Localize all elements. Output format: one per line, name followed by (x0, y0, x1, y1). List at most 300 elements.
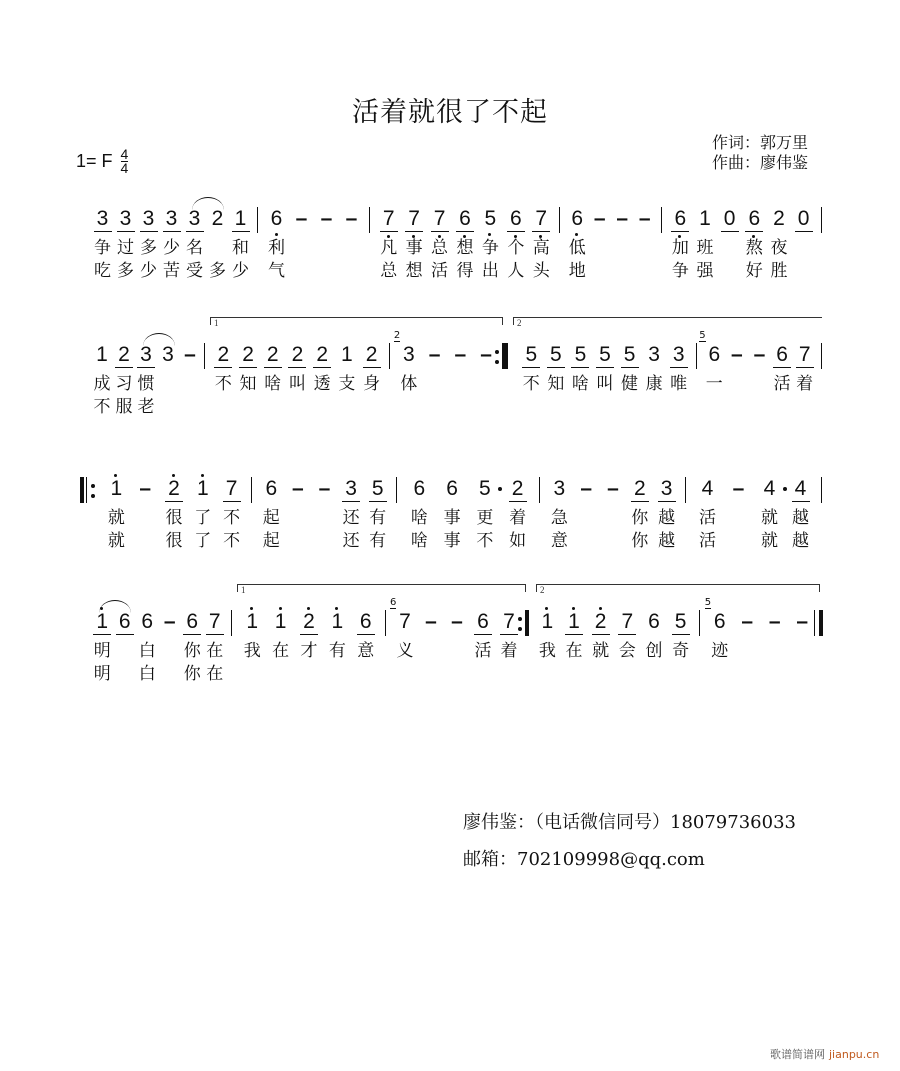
lyric-verse-1: 着 (796, 374, 814, 394)
note (212, 341, 234, 419)
note (548, 475, 570, 553)
lyric-verse-1: 着 (509, 508, 527, 528)
lyric-verse-2 (703, 396, 725, 419)
lyric-verse-2 (771, 396, 793, 419)
note-number: 5 (569, 341, 591, 369)
note-number: 1 (536, 608, 558, 636)
note-number: 6 (114, 608, 136, 636)
measure-notes (85, 341, 205, 431)
note-number: 6 (413, 477, 426, 500)
lyric-verse-2: 就 (107, 531, 125, 551)
note-number: 2 (237, 341, 259, 369)
dash (575, 475, 597, 553)
lyric-verse-2 (394, 663, 416, 686)
dash (291, 205, 313, 283)
note-number: 3 (648, 343, 660, 366)
measure-notes (390, 330, 505, 431)
note-number: 1 (563, 608, 585, 636)
note-number: 1 (241, 608, 263, 636)
lyric-verse-2: 多 (209, 261, 226, 281)
lyric-verse-1: 起 (262, 508, 280, 528)
lyric-verse-2 (326, 663, 348, 686)
lyric-verse-1: 争 (94, 238, 111, 258)
lyric-verse-2: 强 (696, 261, 714, 281)
lyric-verse-1: 很 (165, 508, 183, 528)
lyric-verse-2 (114, 663, 136, 686)
lyric-verse-1: 总 (431, 238, 449, 258)
measure-notes (697, 330, 822, 431)
lyric-verse-1 (728, 507, 750, 530)
measure-notes (560, 205, 662, 295)
lyric-verse-1: 透 (313, 374, 331, 394)
lyric-verse-1 (764, 640, 786, 663)
lyric-verse-2: 活 (699, 531, 716, 551)
note (105, 475, 127, 553)
note (237, 341, 259, 419)
lyric-verse-2 (262, 396, 284, 419)
sustain-dash: – (318, 477, 331, 500)
note-number: 1 (699, 207, 711, 230)
note (241, 608, 263, 686)
lyric-verse-2: 有 (369, 531, 387, 551)
lyric-verse-1: 义 (396, 641, 414, 661)
dash (602, 475, 624, 553)
note (498, 608, 520, 686)
measure (370, 205, 560, 295)
lyric-verse-2 (589, 260, 611, 283)
lyric-verse-1 (726, 373, 748, 396)
sustain-dash: – (454, 343, 467, 366)
note (298, 608, 320, 686)
note-number: 5 (545, 341, 567, 369)
note (694, 205, 716, 283)
note (326, 608, 348, 686)
note (619, 341, 641, 419)
note (590, 608, 612, 686)
lyric-verse-1: 啥 (571, 374, 589, 394)
lyric-verse-1: 创 (645, 641, 663, 661)
email-info: 邮箱：702109998@qq.com (463, 849, 705, 870)
note-number: 3 (161, 205, 183, 233)
lyric-verse-2 (336, 396, 358, 419)
note (260, 475, 282, 553)
lyric-verse-2 (545, 396, 567, 419)
dash (179, 341, 201, 419)
lyric-verse-2 (270, 663, 292, 686)
note (163, 475, 185, 553)
note-number: 3 (138, 205, 160, 233)
lyric-verse-2 (709, 663, 731, 686)
note-number: 7 (378, 205, 400, 233)
lyric-verse-1: 意 (357, 641, 375, 661)
augmentation-dot (498, 487, 502, 491)
lyric-verse-1: 加 (671, 238, 689, 258)
augmentation-dot (783, 487, 787, 491)
lyric-verse-2: 想 (405, 261, 423, 281)
sustain-dash: – (425, 610, 437, 633)
lyric-verse-2 (569, 396, 591, 419)
note (230, 205, 252, 283)
note-number: 0 (719, 205, 741, 233)
lyric-verse-1: 更 (476, 508, 494, 528)
lyric-verse-1: 活 (773, 374, 791, 394)
note (393, 330, 420, 419)
note (408, 475, 430, 553)
measure (700, 597, 822, 698)
note-number: 6 (266, 205, 288, 233)
lyric-verse-2 (536, 663, 558, 686)
note-number: 7 (498, 608, 520, 636)
grace-note: 6 (390, 597, 397, 608)
lyric-verse-1: 还 (342, 508, 360, 528)
note-number: 6 (713, 610, 726, 633)
lyric-verse-1 (575, 507, 597, 530)
measure (528, 608, 700, 698)
volta-number: 1 (214, 318, 219, 328)
lyric-verse-1: 凡 (380, 238, 398, 258)
note-number: 5 (670, 608, 692, 636)
note (286, 341, 308, 419)
sustain-dash: – (616, 207, 629, 230)
note-number: 6 (265, 477, 278, 500)
lyric-verse-2 (793, 260, 815, 283)
note-number: 6 (505, 205, 527, 233)
lyric-verse-2: 白 (138, 664, 156, 684)
dash (134, 475, 156, 553)
repeat-dots (518, 617, 522, 631)
measure (560, 205, 662, 295)
note (311, 341, 333, 419)
lyric-verse-1: 活 (699, 508, 716, 528)
sustain-dash: – (580, 477, 593, 500)
lyric-verse-1: 明 (93, 641, 111, 661)
lyric-verse-1: 就 (592, 641, 610, 661)
note-number: 7 (204, 608, 226, 636)
lyric-verse-1 (157, 373, 179, 396)
lyric-verse-1 (634, 237, 656, 260)
note-number: 6 (446, 477, 458, 500)
sustain-dash: – (731, 343, 743, 366)
lyric-verse-1 (287, 507, 309, 530)
measure-notes (85, 205, 258, 295)
note (669, 205, 691, 283)
note (474, 475, 496, 553)
note (472, 608, 494, 686)
note-number: 6 (708, 343, 721, 366)
volta-bracket-2 (513, 317, 822, 328)
lyric-verse-1: 夜 (770, 238, 788, 258)
lyric-verse-1: 不 (214, 374, 232, 394)
lyric-verse-2 (237, 396, 259, 419)
note (563, 608, 585, 686)
lyric-verse-2: 得 (456, 261, 474, 281)
note-number: 1 (270, 608, 292, 636)
volta-number: 2 (517, 318, 522, 328)
note (192, 475, 214, 553)
lyric-verse-1: 你 (183, 641, 201, 661)
note (643, 608, 665, 686)
lyric-verse-1: 不 (223, 508, 241, 528)
lyric-verse-2: 你 (631, 531, 649, 551)
lyric-verse-1: 班 (696, 238, 714, 258)
note-number: 5 (479, 477, 491, 500)
measure-notes (397, 475, 540, 565)
note (367, 475, 389, 553)
note (454, 205, 476, 283)
lyric-verse-1 (291, 237, 313, 260)
note-number: 6 (181, 608, 203, 636)
dash (475, 341, 497, 419)
lyric-verse-1: 低 (568, 238, 586, 258)
measure (85, 341, 205, 431)
lyric-verse-1 (134, 507, 156, 530)
note-number: 6 (669, 205, 691, 233)
sustain-dash: – (451, 610, 463, 633)
lyric-verse-1: 想 (456, 238, 474, 258)
lyric-verse-1 (719, 237, 741, 260)
lyric-verse-2 (287, 530, 309, 553)
measure-notes (505, 341, 697, 431)
note-number: 7 (794, 341, 816, 369)
sustain-dash: – (753, 343, 766, 366)
lyric-verse-1: 健 (621, 374, 639, 394)
note-number: 1 (326, 608, 348, 636)
note (699, 330, 725, 419)
lyric-verse-2 (449, 396, 471, 419)
lyric-verse-1: 叫 (288, 374, 306, 394)
note (157, 341, 179, 419)
dash (634, 205, 656, 283)
note (768, 205, 790, 283)
note (545, 341, 567, 419)
lyric-verse-2 (619, 396, 641, 419)
lyric-verse-1 (207, 237, 229, 260)
note-number: 6 (743, 205, 765, 233)
lyric-verse-2: 气 (268, 261, 285, 281)
lyric-verse-1: 叫 (596, 374, 614, 394)
measure (697, 330, 822, 431)
measure (540, 475, 686, 565)
note (262, 341, 284, 419)
note (616, 608, 638, 686)
song-title: 活着就很了不起 (352, 97, 548, 128)
lyric-verse-1 (313, 507, 335, 530)
note (743, 205, 765, 283)
lyric-verse-1: 活 (474, 641, 492, 661)
measure-notes (386, 597, 528, 698)
repeat-dots (91, 484, 95, 498)
lyric-verse-1: 不 (522, 374, 540, 394)
note-number: 7 (616, 608, 638, 636)
note (221, 475, 243, 553)
note (361, 341, 383, 419)
note-number: 2 (773, 207, 785, 230)
lyric-verse-1: 就 (107, 508, 125, 528)
note-number: 6 (355, 608, 377, 636)
grace-note: 5 (704, 597, 712, 608)
lyric-verse-1: 就 (761, 508, 778, 528)
lyric-verse-1: 啥 (264, 374, 282, 394)
measure (390, 330, 505, 431)
lyric-verse-1 (424, 373, 446, 396)
lyric-verse-2: 出 (481, 261, 499, 281)
watermark (770, 1046, 879, 1062)
lyric-verse-2: 老 (137, 397, 155, 417)
sustain-dash: – (292, 477, 304, 500)
note (569, 341, 591, 419)
measure-notes (205, 341, 390, 431)
note-number: 6 (771, 341, 793, 369)
lyric-verse-2: 吃 (94, 261, 111, 281)
volta-bracket-1 (210, 317, 503, 328)
repeat-start-barline (80, 477, 84, 503)
lyric-verse-2 (241, 663, 263, 686)
note-number: 1 (341, 343, 353, 366)
sustain-dash: – (480, 343, 492, 366)
lyric-verse-2: 胜 (770, 261, 788, 281)
sustain-dash: – (741, 610, 754, 633)
lyric-verse-2: 很 (165, 531, 183, 551)
lyric-verse-1 (159, 640, 181, 663)
note (91, 608, 113, 686)
key-signature (76, 148, 128, 175)
measure (85, 205, 258, 295)
note (113, 341, 135, 419)
sustain-dash: – (345, 207, 358, 230)
lyric-verse-2 (475, 396, 497, 419)
contact-info: 廖伟鉴：（电话微信同号）18079736033 (463, 812, 796, 833)
lyric-verse-2 (355, 663, 377, 686)
dash (424, 341, 446, 419)
lyric-verse-1: 身 (363, 374, 381, 394)
lyric-verse-2 (726, 396, 748, 419)
lyric-verse-2 (520, 396, 542, 419)
lyric-verse-2 (634, 260, 656, 283)
note-number: 2 (507, 475, 529, 503)
lyric-verse-1: 迹 (711, 641, 729, 661)
lyric-verse-2 (286, 396, 308, 419)
time-signature (121, 148, 129, 175)
sustain-dash: – (607, 477, 619, 500)
lyric-verse-2 (472, 663, 494, 686)
note (340, 475, 362, 553)
note-number: 7 (399, 610, 411, 633)
lyric-verse-2: 人 (507, 261, 525, 281)
note (92, 205, 114, 283)
lyric-verse-2 (668, 396, 690, 419)
dash (728, 475, 750, 553)
lyric-verse-1: 事 (405, 238, 423, 258)
lyric-verse-2: 还 (342, 531, 360, 551)
lyric-verse-1: 我 (538, 641, 556, 661)
note-number: 7 (221, 475, 243, 503)
lyric-verse-1: 成 (93, 374, 111, 394)
grace-note: 2 (393, 330, 401, 341)
volta-number: 2 (540, 585, 545, 595)
note-number: 7 (429, 205, 451, 233)
note (161, 205, 183, 283)
note (207, 205, 229, 283)
note-number: 0 (793, 205, 815, 233)
note (270, 608, 292, 686)
lyric-verse-1 (748, 373, 770, 396)
lyric-verse-2 (134, 530, 156, 553)
sustain-dash: – (593, 207, 606, 230)
lyric-verse-2: 不 (93, 397, 111, 417)
sustain-dash: – (768, 610, 781, 633)
sustain-dash: – (184, 343, 196, 366)
volta-number: 1 (241, 585, 246, 595)
lyric-verse-2 (563, 663, 585, 686)
barline (821, 477, 822, 503)
note (505, 205, 527, 283)
lyric-verse-2 (590, 663, 612, 686)
lyric-verse-2: 越 (792, 531, 809, 551)
lyric-verse-2: 不 (476, 531, 494, 551)
lyric-verse-1 (341, 237, 363, 260)
sustain-dash: – (638, 207, 651, 230)
lyric-verse-1: 了 (194, 508, 212, 528)
credits (712, 133, 808, 173)
thick-barline (504, 343, 508, 369)
note (181, 608, 203, 686)
note (704, 597, 731, 686)
lyric-verse-2 (446, 663, 468, 686)
note-number: 2 (361, 341, 383, 369)
lyric-verse-1: 个 (507, 238, 525, 258)
lyric-verse-2: 事 (443, 531, 461, 551)
lyric-verse-1: 习 (115, 374, 133, 394)
lyric-verse-2 (420, 663, 442, 686)
note-number: 5 (367, 475, 389, 503)
dash (313, 475, 335, 553)
note (138, 205, 160, 283)
measure-notes (686, 475, 822, 565)
note (403, 205, 425, 283)
lyric-verse-1: 熬 (745, 238, 763, 258)
lyric-verse-2 (594, 396, 616, 419)
lyric-verse-2: 好 (745, 261, 763, 281)
note-number: 3 (162, 343, 174, 366)
lyric-verse-2 (794, 396, 816, 419)
note (771, 341, 793, 419)
note-number: 2 (262, 341, 284, 369)
note-number: 1 (230, 205, 252, 233)
note (479, 205, 501, 283)
note-number: 6 (472, 608, 494, 636)
lyric-verse-2: 明 (93, 664, 111, 684)
lyric-verse-1: 知 (547, 374, 565, 394)
lyric-verse-2 (311, 396, 333, 419)
lyric-verse-1: 在 (206, 641, 224, 661)
measure (662, 205, 822, 295)
lyric-verse-1: 少 (163, 238, 180, 258)
measure-notes (662, 205, 822, 295)
note-number: 3 (553, 477, 566, 500)
note-number: 3 (668, 341, 690, 369)
note (390, 597, 416, 686)
barline (814, 610, 815, 636)
note-number: 5 (594, 341, 616, 369)
lyric-verse-2 (728, 530, 750, 553)
lyric-verse-2: 你 (183, 664, 201, 684)
lyric-verse-2: 争 (671, 261, 689, 281)
lyric-verse-2: 多 (117, 261, 134, 281)
note-number: 3 (92, 205, 114, 233)
lyric-verse-2 (764, 663, 786, 686)
note (114, 608, 136, 686)
lyric-verse-2 (748, 396, 770, 419)
